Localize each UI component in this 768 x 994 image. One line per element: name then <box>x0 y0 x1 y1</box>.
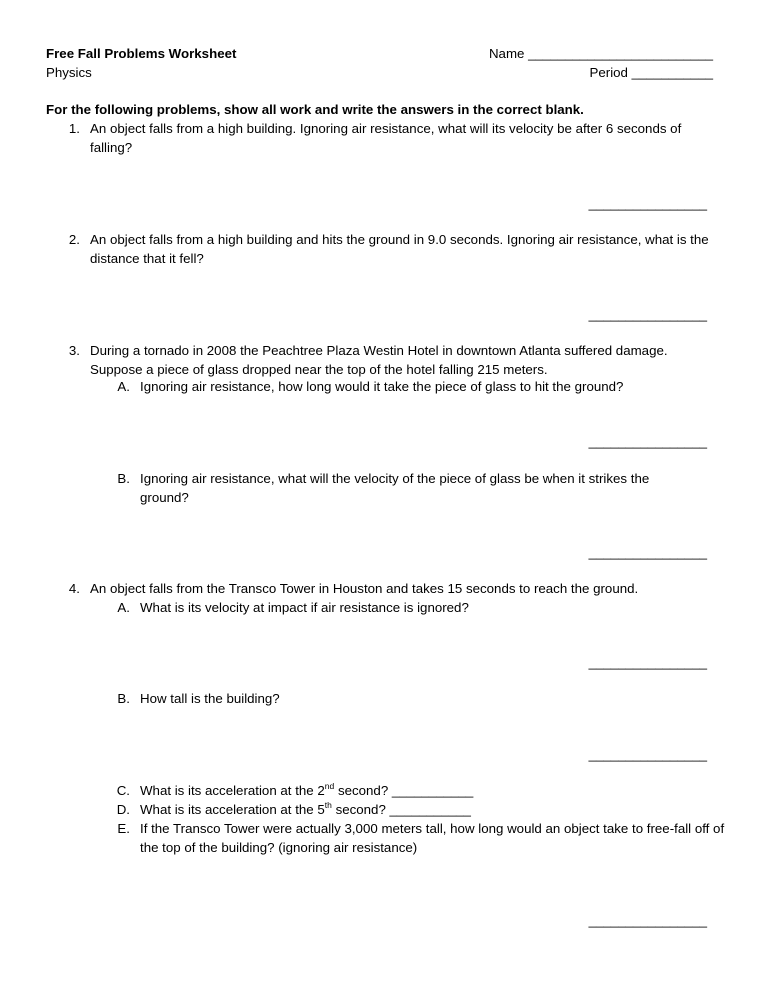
question-4a-letter: A. <box>117 600 130 615</box>
question-4b-letter: B. <box>117 691 130 706</box>
answer-blank-1: ________________ <box>588 196 707 211</box>
answer-blank-3a: ________________ <box>588 434 707 449</box>
question-3a-letter: A. <box>117 379 130 394</box>
answer-blank-3b: ________________ <box>588 545 707 560</box>
name-field: Name _________________________ <box>488 46 713 61</box>
question-4d-prefix: What is its acceleration at the 5 <box>140 802 325 817</box>
question-4b-text: How tall is the building? <box>140 691 280 706</box>
question-4d-suffix: second? ___________ <box>331 802 471 817</box>
period-field: Period ___________ <box>589 65 713 80</box>
question-4e-text: If the Transco Tower were actually 3,000 meters tall, how long would an object take to free-fall off of the top of the building? (ignoring air resistance) <box>140 821 725 855</box>
question-3-text: During a tornado in 2008 the Peachtree Plaza Westin Hotel in downtown Atlanta suffered damage. Suppose a piece of glass dropped near the top of the hotel falling 215 meters. <box>90 343 668 377</box>
question-4e-letter: E. <box>117 821 130 836</box>
question-2-text: An object falls from a high building and hits the ground in 9.0 seconds. Ignoring air resistance, what is the distance that it fell? <box>90 232 709 266</box>
answer-blank-2: ________________ <box>588 307 707 322</box>
question-4c-suffix: second? ___________ <box>334 783 474 798</box>
question-3-number: 3. <box>68 343 80 358</box>
question-4-text: An object falls from the Transco Tower in Houston and takes 15 seconds to reach the ground. <box>90 581 639 596</box>
answer-blank-4a: ________________ <box>588 655 707 670</box>
question-3b-text: Ignoring air resistance, what will the velocity of the piece of glass be when it strikes the ground? <box>140 471 650 505</box>
question-4c-superscript: nd <box>324 780 335 791</box>
question-4d-superscript: th <box>324 799 332 810</box>
question-2-number: 2. <box>68 232 80 247</box>
worksheet-title: Free Fall Problems Worksheet <box>46 46 237 61</box>
question-4d-letter: D. <box>116 802 130 817</box>
question-4c-prefix: What is its acceleration at the 2 <box>140 783 325 798</box>
question-4d-text <box>140 800 471 819</box>
question-3a-text: Ignoring air resistance, how long would it take the piece of glass to hit the ground? <box>140 379 624 394</box>
question-4c-letter: C. <box>116 783 130 798</box>
question-4-number: 4. <box>68 581 80 596</box>
answer-blank-4b: ________________ <box>588 747 707 762</box>
question-1-text: An object falls from a high building. Ignoring air resistance, what will its velocity be after 6 seconds of falling? <box>90 121 682 155</box>
question-3b-letter: B. <box>117 471 130 486</box>
question-4c-text <box>140 781 473 800</box>
question-4a-text: What is its velocity at impact if air resistance is ignored? <box>140 600 469 615</box>
answer-blank-4e: ________________ <box>588 913 707 928</box>
instructions: For the following problems, show all work and write the answers in the correct blank. <box>46 102 584 117</box>
subject-label: Physics <box>46 65 92 80</box>
question-1-number: 1. <box>68 121 80 136</box>
